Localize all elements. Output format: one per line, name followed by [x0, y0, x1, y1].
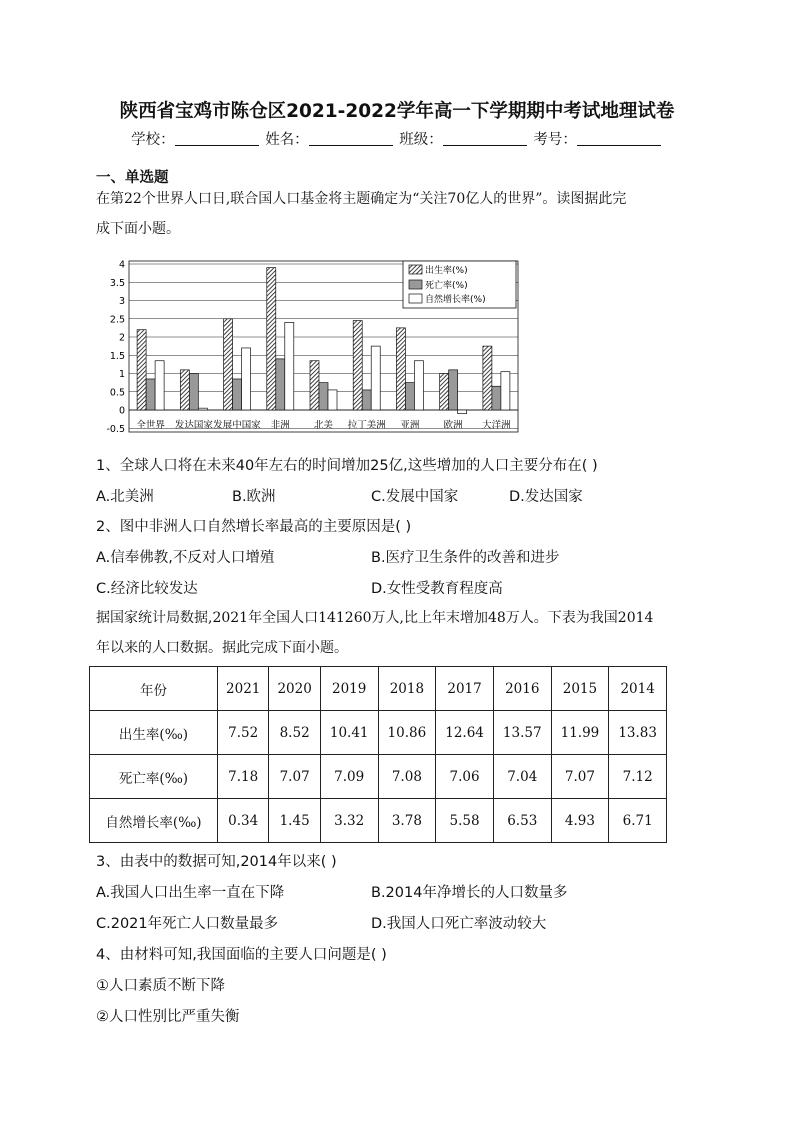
q2-option-d[interactable]: D.女性受教育程度高 — [371, 581, 503, 597]
q4-item-1[interactable]: ①人口素质不断下降 — [96, 978, 225, 994]
q1-option-d[interactable]: D.发达国家 — [509, 489, 583, 505]
table-cell: 6.53 — [493, 799, 551, 843]
legend-label-natural-growth-rate: 自然增长率(%) — [425, 295, 486, 305]
table-cell: 7.07 — [269, 755, 320, 799]
material-2-line-2: 年以来的人口数据。据此完成下面小题。 — [96, 640, 348, 656]
y-tick-label: 2.5 — [109, 314, 125, 326]
y-tick-label: 1 — [118, 369, 125, 380]
population-data-table — [89, 666, 667, 843]
table-row-natural-growth-rate — [90, 799, 667, 843]
legend-swatch-natural-growth-rate — [409, 294, 422, 303]
chart-legend — [403, 261, 516, 308]
bar-birth-rate — [180, 370, 189, 410]
bar-natural-growth-rate — [501, 372, 510, 410]
bar-natural-growth-rate — [155, 361, 164, 410]
x-category-label: 北美 — [313, 420, 334, 431]
q2-option-a[interactable]: A.信奉佛教,不反对人口增殖 — [96, 550, 275, 566]
table-cell: 10.41 — [320, 711, 378, 755]
exam-number-label: 考号： — [533, 132, 577, 148]
name-label: 姓名： — [265, 132, 309, 148]
bar-natural-growth-rate — [371, 346, 380, 410]
bar-death-rate — [362, 390, 371, 410]
table-header-cell: 2019 — [320, 667, 378, 711]
table-header-cell: 2021 — [218, 667, 269, 711]
y-tick-label: 3.5 — [109, 277, 125, 289]
table-cell: 7.52 — [218, 711, 269, 755]
material-2 — [96, 603, 706, 663]
exam-number-blank[interactable] — [577, 131, 661, 146]
table-cell: 12.64 — [436, 711, 494, 755]
table-row-death-rate — [90, 755, 667, 799]
table-cell: 8.52 — [269, 711, 320, 755]
x-category-label: 亚洲 — [400, 420, 420, 431]
table-cell: 10.86 — [378, 711, 436, 755]
x-category-label: 拉丁美洲 — [347, 420, 386, 431]
x-category-label: 大洋洲 — [482, 420, 511, 431]
bar-death-rate — [449, 370, 458, 410]
bar-birth-rate — [396, 328, 405, 410]
table-cell: 7.09 — [320, 755, 378, 799]
bar-birth-rate — [267, 268, 276, 410]
bar-birth-rate — [353, 321, 362, 410]
q3-option-a[interactable]: A.我国人口出生率一直在下降 — [96, 885, 285, 901]
page-title: 陕西省宝鸡市陈仓区2021-2022学年高一下学期期中考试地理试卷 — [119, 101, 675, 122]
section-title: 一、单选题 — [96, 170, 169, 186]
table-cell: 7.18 — [218, 755, 269, 799]
table-cell: 6.71 — [609, 799, 667, 843]
table-cell: 3.78 — [378, 799, 436, 843]
y-tick-label: -0.5 — [106, 423, 125, 435]
bar-birth-rate — [440, 374, 449, 411]
y-tick-label: 1.5 — [109, 350, 125, 362]
table-cell: 7.08 — [378, 755, 436, 799]
table-header-cell: 年份 — [90, 667, 218, 711]
legend-swatch-death-rate — [409, 280, 422, 289]
question-2-stem: 2、图中非洲人口自然增长率最高的主要原因是( ) — [96, 519, 412, 535]
q1-option-a[interactable]: A.北美洲 — [96, 489, 154, 505]
question-3-stem: 3、由表中的数据可知,2014年以来( ) — [96, 854, 337, 870]
material-1-line-1: 在第22个世界人口日,联合国人口基金将主题确定为“关注70亿人的世界”。读图据此完 — [96, 191, 627, 207]
table-cell: 4.93 — [551, 799, 609, 843]
bar-natural-growth-rate — [414, 361, 423, 410]
y-tick-label: 2 — [118, 332, 125, 344]
table-cell: 1.45 — [269, 799, 320, 843]
y-tick-label: 3 — [118, 296, 125, 307]
y-tick-label: 0 — [118, 405, 125, 417]
bar-death-rate — [146, 379, 155, 410]
y-tick-label: 0.5 — [109, 387, 125, 399]
bar-birth-rate — [224, 319, 233, 410]
table-cell: 7.12 — [609, 755, 667, 799]
q2-option-c[interactable]: C.经济比较发达 — [96, 581, 198, 597]
school-blank[interactable] — [175, 131, 259, 146]
legend-swatch-birth-rate — [409, 265, 422, 274]
name-blank[interactable] — [309, 131, 393, 146]
table-header-row — [90, 667, 667, 711]
table-header-cell: 2015 — [551, 667, 609, 711]
legend-label-death-rate: 死亡率(%) — [425, 281, 468, 291]
table-cell: 7.04 — [493, 755, 551, 799]
bar-death-rate — [319, 383, 328, 410]
class-blank[interactable] — [443, 131, 527, 146]
table-cell: 5.58 — [436, 799, 494, 843]
school-label: 学校： — [131, 132, 175, 148]
bar-death-rate — [189, 374, 198, 411]
question-4-stem: 4、由材料可知,我国面临的主要人口问题是( ) — [96, 947, 387, 963]
x-category-label: 全世界 — [136, 420, 165, 431]
table-header-cell: 2014 — [609, 667, 667, 711]
material-1 — [96, 184, 706, 244]
y-tick-label: 4 — [118, 259, 125, 271]
table-header-cell: 2020 — [269, 667, 320, 711]
table-header-cell: 2017 — [436, 667, 494, 711]
bar-birth-rate — [310, 361, 319, 410]
x-category-label: 非洲 — [270, 420, 290, 431]
table-cell: 死亡率(‰) — [90, 755, 218, 799]
bar-death-rate — [405, 383, 414, 410]
question-1-stem: 1、全球人口将在未来40年左右的时间增加25亿,这些增加的人口主要分布在( ) — [96, 458, 598, 474]
q3-option-b[interactable]: B.2014年净增长的人口数量多 — [371, 885, 568, 901]
table-cell: 0.34 — [218, 799, 269, 843]
bar-natural-growth-rate — [242, 348, 251, 410]
table-cell: 3.32 — [320, 799, 378, 843]
x-category-label: 发展中国家 — [213, 420, 261, 431]
bar-death-rate — [233, 379, 242, 410]
table-row-birth-rate — [90, 711, 667, 755]
bar-natural-growth-rate — [198, 408, 207, 410]
x-category-label: 欧洲 — [443, 420, 463, 431]
bar-death-rate — [276, 359, 285, 410]
legend-label-birth-rate: 出生率(%) — [425, 266, 468, 276]
table-cell: 7.06 — [436, 755, 494, 799]
class-label: 班级： — [399, 132, 443, 148]
bar-natural-growth-rate — [328, 390, 337, 410]
material-1-line-2: 成下面小题。 — [96, 221, 180, 237]
q3-option-c[interactable]: C.2021年死亡人口数量最多 — [96, 916, 279, 932]
q3-option-d[interactable]: D.我国人口死亡率波动较大 — [371, 916, 547, 932]
student-info-line — [0, 128, 794, 149]
q4-item-2[interactable]: ②人口性别比严重失衡 — [96, 1009, 240, 1025]
material-2-line-1: 据国家统计局数据,2021年全国人口141260万人,比上年末增加48万人。下表为我国2014 — [96, 610, 654, 626]
table-cell: 13.57 — [493, 711, 551, 755]
q2-option-b[interactable]: B.医疗卫生条件的改善和进步 — [371, 550, 560, 566]
table-header-cell: 2018 — [378, 667, 436, 711]
table-cell: 出生率(‰) — [90, 711, 218, 755]
table-cell: 7.07 — [551, 755, 609, 799]
bar-natural-growth-rate — [458, 410, 467, 414]
table-header-cell: 2016 — [493, 667, 551, 711]
table-cell: 13.83 — [609, 711, 667, 755]
table-cell: 自然增长率(‰) — [90, 799, 218, 843]
bar-death-rate — [492, 386, 501, 410]
q1-option-c[interactable]: C.发展中国家 — [371, 489, 459, 505]
bar-birth-rate — [483, 346, 492, 410]
bar-birth-rate — [137, 330, 146, 410]
bar-natural-growth-rate — [285, 322, 294, 410]
table-cell: 11.99 — [551, 711, 609, 755]
population-rate-bar-chart — [94, 252, 524, 438]
q1-option-b[interactable]: B.欧洲 — [232, 489, 276, 505]
x-category-label: 发达国家 — [174, 420, 213, 431]
